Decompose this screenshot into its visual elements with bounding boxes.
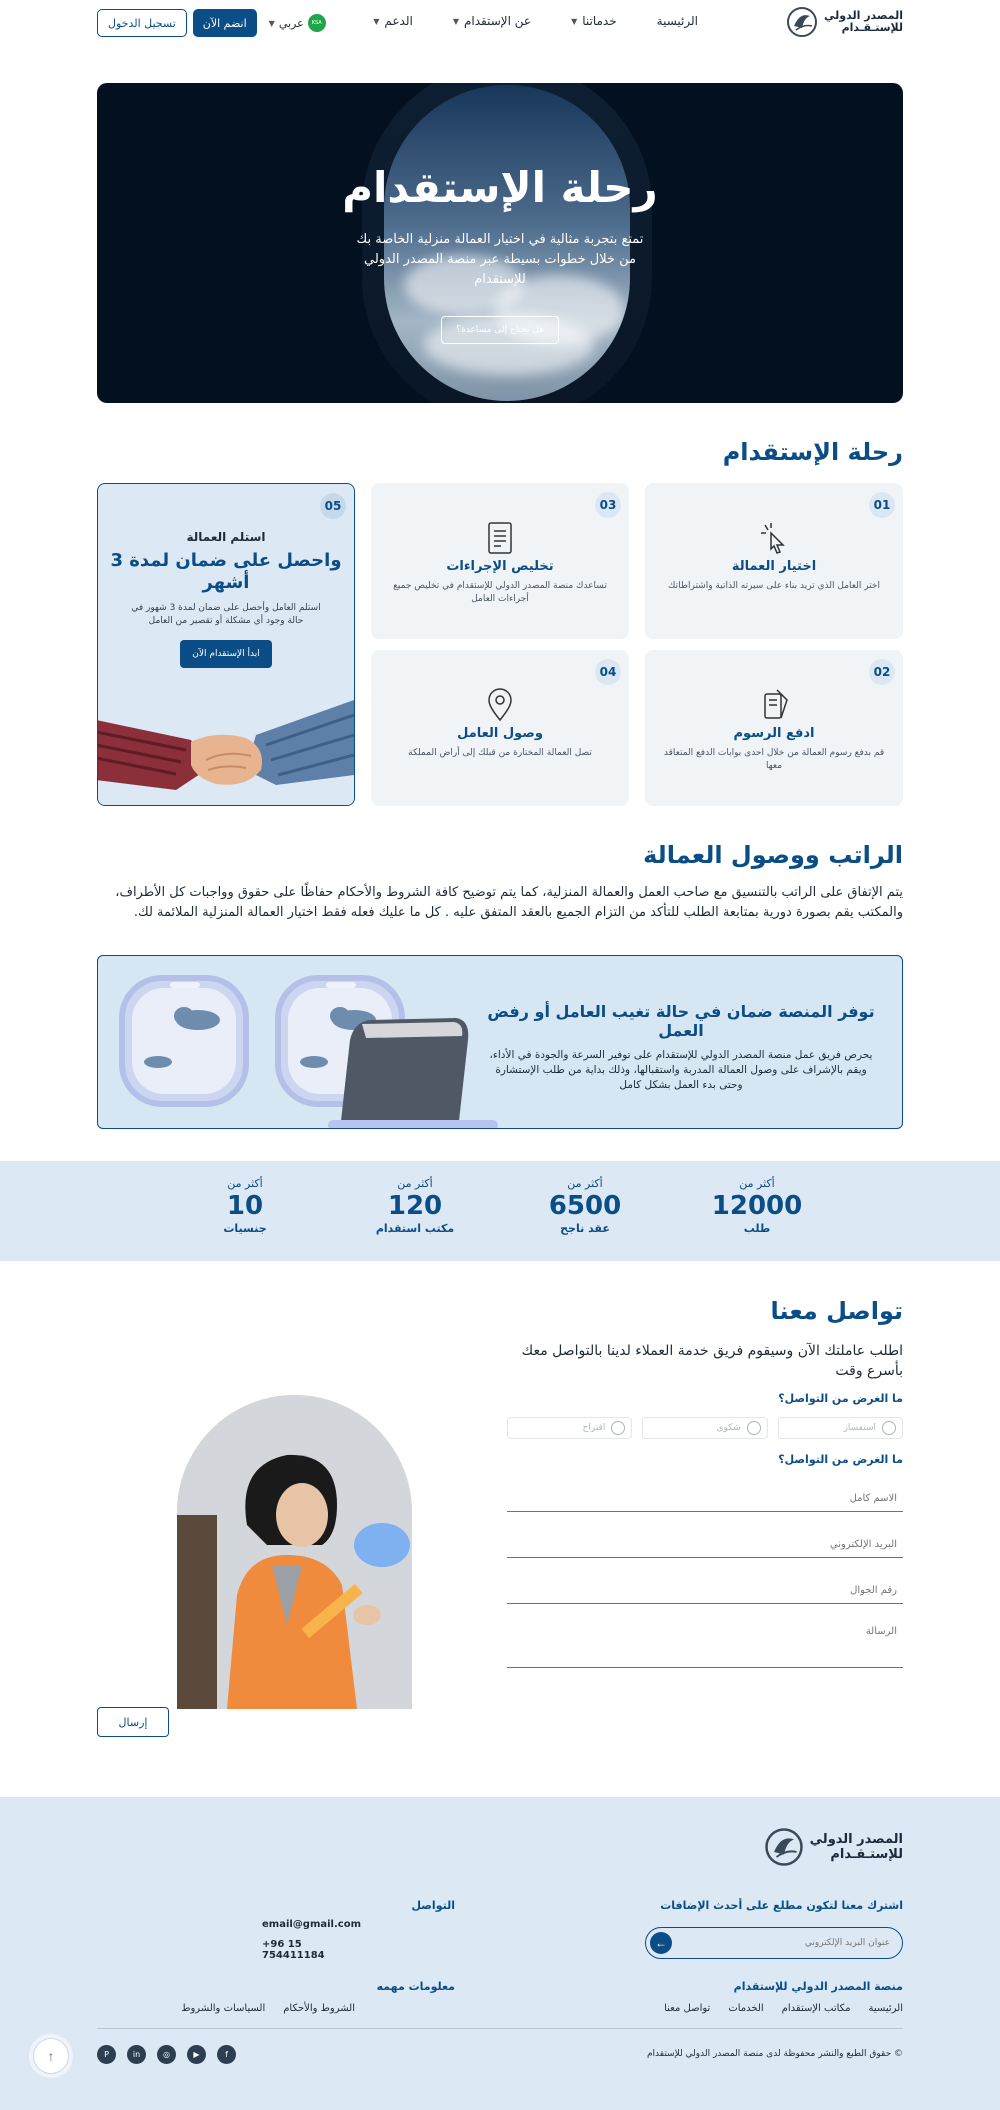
- contact-section: [97, 1297, 903, 1727]
- step-card-3: [371, 483, 629, 639]
- journey-steps: [97, 483, 903, 806]
- stat-value: 10: [226, 1191, 264, 1221]
- step-number: 02: [869, 659, 895, 685]
- footer-contact-title: التواصل: [411, 1899, 455, 1912]
- social-links: [97, 2045, 236, 2064]
- saudi-flag-icon: KSA: [308, 14, 326, 32]
- footer-link-offices[interactable]: مكاتب الإستقدام: [781, 2003, 851, 2014]
- salary-title: الراتب ووصول العمالة: [643, 841, 903, 869]
- footer-link-terms[interactable]: الشروط والأحكام: [283, 2003, 355, 2014]
- phone-input[interactable]: [507, 1570, 903, 1603]
- step-title: تخليص الإجراءات: [446, 559, 554, 574]
- message-textarea[interactable]: [507, 1618, 903, 1667]
- chevron-down-icon: ▼: [268, 18, 275, 28]
- linkedin-icon[interactable]: in: [127, 2045, 146, 2064]
- step-number: 04: [595, 659, 621, 685]
- step-desc: تساعدك منصة المصدر الدولي للإستقدام في تخليص جميع أجراءات العامل: [393, 581, 607, 604]
- purpose-suggestion-radio[interactable]: اقتراح: [507, 1417, 632, 1439]
- contact-intro: اطلب عاملتك الآن وسيقوم فريق خدمة العملاء لدينا بالتواصل معك بأسرع وقت: [521, 1343, 903, 1379]
- featured-desc: استلم العامل وأحصل على ضمان لمدة 3 شهور في حالة وجود أي مشكلة أو تقصير من العامل: [131, 603, 321, 626]
- stat-requests: أكثر من 12000 طلب: [697, 1177, 817, 1235]
- footer-logo[interactable]: [764, 1827, 903, 1867]
- cleaning-woman-photo: [177, 1395, 412, 1709]
- help-button[interactable]: هل تحتاج إلى مساعدة؟: [441, 316, 559, 344]
- scroll-to-top-button[interactable]: [33, 2038, 69, 2074]
- arrow-left-icon: ←: [655, 1936, 667, 1950]
- contact-form: [507, 1392, 903, 1668]
- handshake-image: [97, 680, 354, 805]
- chevron-down-icon: ▼: [452, 16, 459, 26]
- purpose-complaint-radio[interactable]: شكوى: [642, 1417, 767, 1439]
- footer-logo-line2: للإستـقـدام: [830, 1847, 903, 1862]
- radio-circle-icon: [611, 1421, 625, 1435]
- location-pin-icon: [485, 688, 515, 722]
- stat-value: 120: [387, 1191, 443, 1221]
- site-header: [0, 0, 1000, 48]
- guarantee-banner: [97, 955, 903, 1129]
- header-actions: [97, 9, 326, 37]
- subscribe-title: اشترك معنا لتكون مطلع على أحدث الإضافات: [660, 1899, 903, 1912]
- featured-headline: واحصل على ضمان لمدة 3 أشهر: [110, 550, 342, 593]
- facebook-icon[interactable]: f: [217, 2045, 236, 2064]
- nav-services[interactable]: خدماتنا ▼: [571, 14, 617, 28]
- subscribe-box: [645, 1927, 903, 1959]
- contact-title: تواصل معنا: [770, 1297, 903, 1325]
- radio-circle-icon: [747, 1421, 761, 1435]
- featured-top-title: استلم العمالة: [186, 530, 266, 544]
- stats-bar: [0, 1161, 1000, 1261]
- footer-info-title: معلومات مهمه: [376, 1980, 455, 1993]
- copyright: © حقوق الطبع والنشر محفوظة لدى منصة المصدر الدولي للإستقدام: [646, 2049, 903, 2059]
- pinterest-icon[interactable]: P: [97, 2045, 116, 2064]
- start-recruitment-button[interactable]: ابدأ الإستقدام الآن: [180, 640, 271, 668]
- radio-circle-icon: [882, 1421, 896, 1435]
- purpose-options: [507, 1417, 903, 1439]
- language-label: عربي: [278, 16, 304, 30]
- nav-home[interactable]: الرئيسية: [656, 14, 698, 28]
- journey-title: رحلة الإستقدام: [722, 438, 903, 466]
- hero-title: رحلة الإستقدام: [342, 163, 658, 212]
- airplane-seat-illustration: [118, 970, 498, 1129]
- language-selector[interactable]: [269, 14, 326, 32]
- step-card-1: [645, 483, 903, 639]
- name-input[interactable]: [507, 1478, 903, 1511]
- step-card-4: [371, 650, 629, 806]
- stat-value: 12000: [711, 1191, 803, 1221]
- guarantee-title: توفر المنصة ضمان في حالة تغيب العامل أو رفض العمل: [487, 1002, 875, 1040]
- step-card-2: [645, 650, 903, 806]
- logo-emblem-icon: [764, 1827, 804, 1867]
- nav-about[interactable]: عن الإستقدام ▼: [452, 14, 532, 28]
- email-input[interactable]: [507, 1524, 903, 1557]
- step-number: 03: [595, 492, 621, 518]
- logo-line1: المصدر الدولي: [824, 9, 903, 22]
- platform-links: [664, 2003, 903, 2014]
- footer-divider: [97, 2028, 903, 2029]
- stat-label: طلب: [743, 1222, 771, 1235]
- chevron-down-icon: ▼: [373, 16, 380, 26]
- logo-line2: للإستـقـدام: [841, 21, 903, 34]
- step-number: 05: [320, 493, 346, 519]
- hero-banner: [97, 83, 903, 403]
- arrow-up-icon: ↑: [47, 2048, 55, 2064]
- step-desc: قم بدفع رسوم العمالة من خلال احدى بوابات الدفع المتعاقد معها: [663, 748, 885, 771]
- hero-subtitle: تمتع بتجربة مثالية في اختيار العمالة منزلية الخاصة بك من خلال خطوات بسيطة عبر منصة المصدر الدولي للإستقدام: [356, 232, 644, 287]
- cursor-click-icon: [759, 521, 789, 555]
- purpose-question: ما الغرض من التواصل؟: [778, 1392, 903, 1405]
- second-purpose-question: ما الغرض من التواصل؟: [778, 1453, 903, 1466]
- step-title: اختيار العمالة: [731, 559, 817, 574]
- step-title: ادفع الرسوم: [733, 726, 815, 741]
- salary-text: يتم الإتفاق على الراتب بالتنسيق مع صاحب العمل والعمالة المنزلية، كما يتم توضيح كافة الشروط والأحكام حفاظًا على حقوق وواجبات كل الأطراف، والمكتب يقم بصورة دورية بمتابعة الطلب للتأكد من التزام الجميع بالعقد المتفق عليه . كل ما عليك فعله فقط اختيار العمالة المنزلية الملائمة لك.: [115, 885, 903, 920]
- nav-support[interactable]: الدعم ▼: [373, 14, 413, 28]
- footer-link-policies[interactable]: السياسات والشروط: [181, 2003, 266, 2014]
- stat-nationalities: أكثر من 10 جنسيات: [185, 1177, 305, 1235]
- stat-label: عقد ناجح: [560, 1222, 610, 1235]
- login-button[interactable]: تسجيل الدخول: [97, 9, 187, 37]
- footer-link-contact[interactable]: تواصل معنا: [664, 2003, 711, 2014]
- subscribe-email-input[interactable]: [672, 1938, 898, 1948]
- subscribe-arrow-button[interactable]: [650, 1932, 672, 1954]
- main-nav: [373, 14, 698, 28]
- instagram-icon[interactable]: ◎: [157, 2045, 176, 2064]
- platform-title: منصة المصدر الدولي للإستقدام: [733, 1980, 903, 1993]
- stat-label: مكتب استقدام: [375, 1222, 455, 1235]
- payment-icon: [759, 688, 789, 722]
- logo-emblem-icon: [786, 6, 818, 38]
- purpose-inquiry-radio[interactable]: استفسار: [778, 1417, 903, 1439]
- site-logo[interactable]: [786, 6, 903, 38]
- youtube-icon[interactable]: ▶: [187, 2045, 206, 2064]
- footer-link-home[interactable]: الرئيسية: [868, 2003, 903, 2014]
- submit-button[interactable]: إرسال: [97, 1707, 169, 1737]
- info-links: [180, 2003, 355, 2014]
- step-title: وصول العامل: [457, 726, 543, 741]
- join-button[interactable]: انضم الآن: [193, 9, 257, 37]
- footer-link-services[interactable]: الخدمات: [728, 2003, 764, 2014]
- site-footer: [0, 1797, 1000, 2110]
- footer-logo-line1: المصدر الدولي: [809, 1832, 903, 1847]
- guarantee-desc: يحرص فريق عمل منصة المصدر الدولي للإستقدام على توفير السرعة والجودة في الأداء، ويقم بالإشراف على وصول العمالة المدربة واستقبالها، وذلك بداية من طلب الإستشارة وحتى بدء العمل بشكل كامل: [489, 1049, 873, 1091]
- stat-offices: أكثر من 120 مكتب استقدام: [355, 1177, 475, 1235]
- document-icon: [485, 521, 515, 555]
- step-card-5-featured: [97, 483, 355, 806]
- stat-value: 6500: [548, 1191, 622, 1221]
- footer-email[interactable]: email@gmail.com: [262, 1919, 362, 1930]
- step-desc: اختر العامل الذي تريد بناء على سيرته الذاتية واشتراطاتك: [668, 581, 880, 591]
- step-desc: تصل العمالة المختارة من قبلك إلى أراض المملكة: [408, 748, 592, 758]
- footer-phone[interactable]: +96 15 754411184: [262, 1939, 325, 1961]
- step-number: 01: [869, 492, 895, 518]
- stat-label: جنسيات: [223, 1222, 267, 1235]
- stat-contracts: أكثر من 6500 عقد ناجح: [525, 1177, 645, 1235]
- chevron-down-icon: ▼: [571, 16, 578, 26]
